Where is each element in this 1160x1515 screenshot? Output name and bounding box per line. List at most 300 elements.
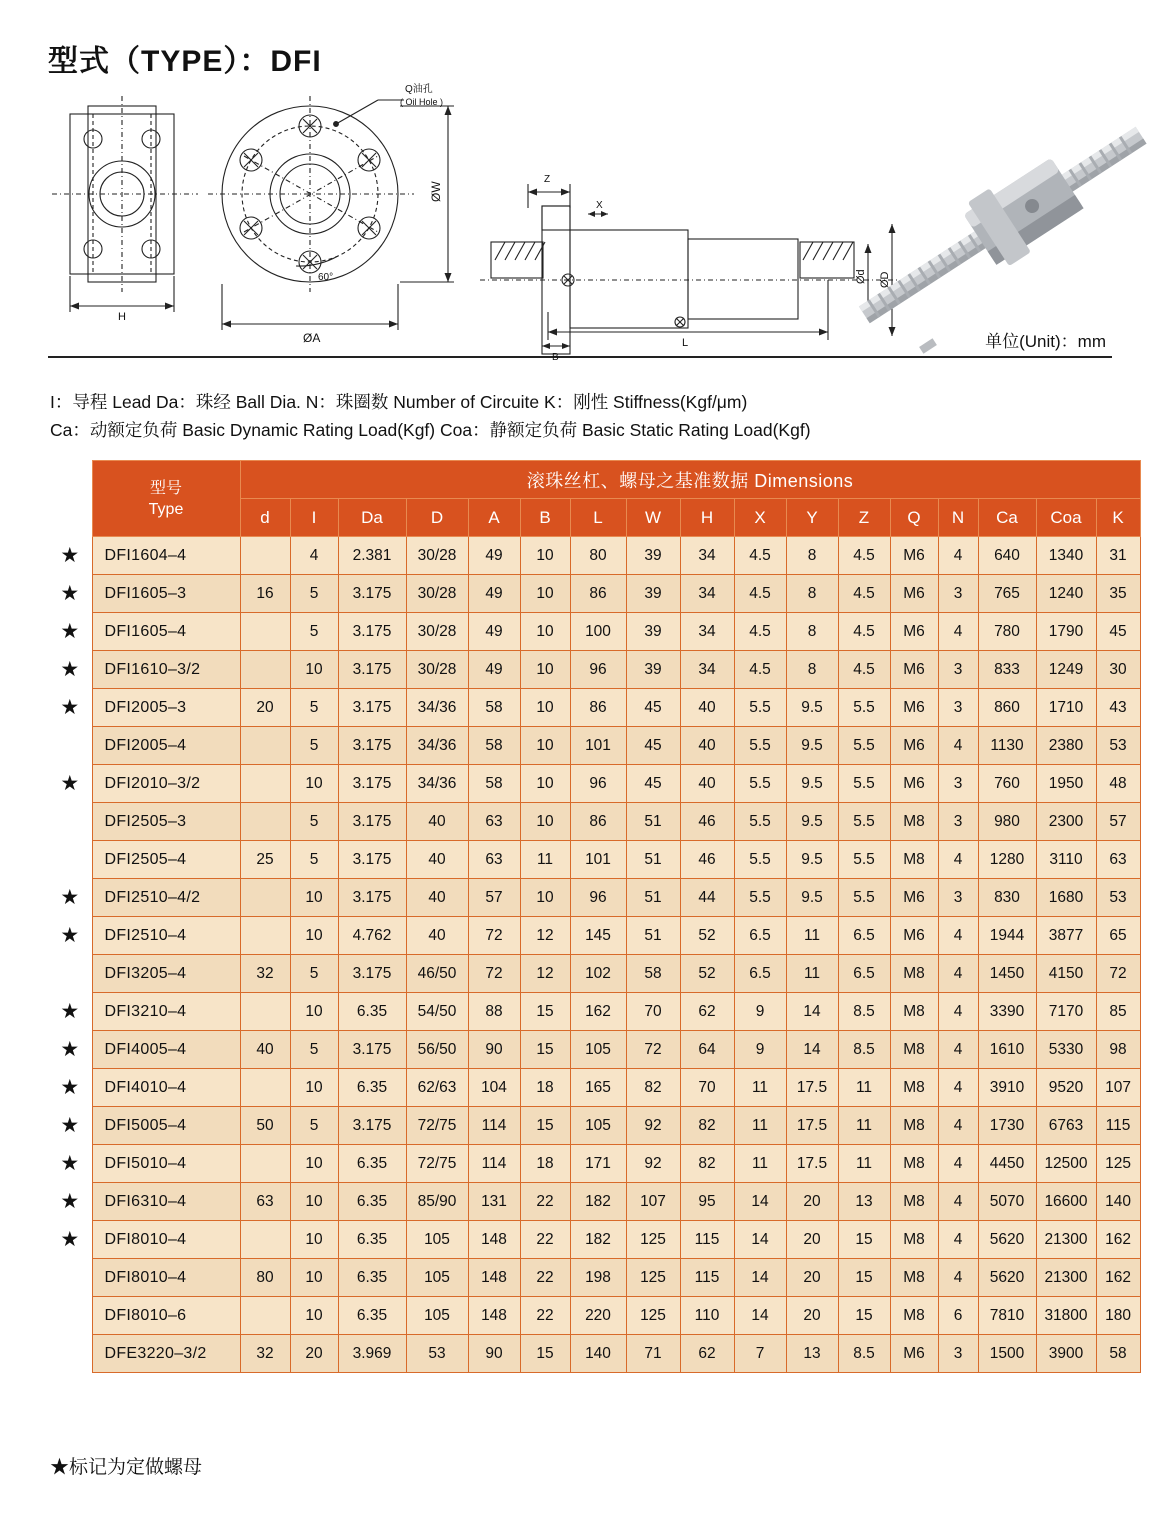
cell-D: 46/50 bbox=[406, 955, 468, 993]
cell-A: 90 bbox=[468, 1335, 520, 1373]
cell-N: 3 bbox=[938, 689, 978, 727]
footnote: ★标记为定做螺母 bbox=[50, 1457, 203, 1478]
cell-Da: 6.35 bbox=[338, 1069, 406, 1107]
cell-B: 10 bbox=[520, 613, 570, 651]
cell-Da: 3.175 bbox=[338, 765, 406, 803]
cell-Y: 13 bbox=[786, 1335, 838, 1373]
cell-Da: 6.35 bbox=[338, 1221, 406, 1259]
cell-type: DFI8010–6 bbox=[92, 1297, 240, 1335]
cell-D: 72/75 bbox=[406, 1107, 468, 1145]
cell-B: 10 bbox=[520, 575, 570, 613]
cell-A: 104 bbox=[468, 1069, 520, 1107]
cell-Ca: 1450 bbox=[978, 955, 1036, 993]
cell-Coa: 1240 bbox=[1036, 575, 1096, 613]
cell-Ca: 833 bbox=[978, 651, 1036, 689]
cell-Da: 6.35 bbox=[338, 993, 406, 1031]
cell-Coa: 12500 bbox=[1036, 1145, 1096, 1183]
cell-Q: M6 bbox=[890, 765, 938, 803]
cell-D: 30/28 bbox=[406, 613, 468, 651]
cell-X: 9 bbox=[734, 1031, 786, 1069]
table-row bbox=[48, 879, 1140, 917]
cell-H: 46 bbox=[680, 803, 734, 841]
cell-type: DFI8010–4 bbox=[92, 1259, 240, 1297]
cell-B: 22 bbox=[520, 1297, 570, 1335]
label-H: H bbox=[118, 311, 126, 323]
cell-W: 39 bbox=[626, 613, 680, 651]
cell-H: 40 bbox=[680, 689, 734, 727]
cell-Z: 5.5 bbox=[838, 765, 890, 803]
cell-X: 4.5 bbox=[734, 537, 786, 575]
cell-Y: 9.5 bbox=[786, 765, 838, 803]
custom-nut-star-icon: ★ bbox=[48, 1107, 92, 1145]
cell-H: 34 bbox=[680, 575, 734, 613]
cell-H: 62 bbox=[680, 1335, 734, 1373]
cell-H: 52 bbox=[680, 917, 734, 955]
cell-K: 30 bbox=[1096, 651, 1140, 689]
cell-X: 5.5 bbox=[734, 727, 786, 765]
cell-Y: 9.5 bbox=[786, 841, 838, 879]
cell-type: DFI2005–3 bbox=[92, 689, 240, 727]
cell-L: 86 bbox=[570, 803, 626, 841]
table-row bbox=[48, 575, 1140, 613]
cell-K: 162 bbox=[1096, 1221, 1140, 1259]
cell-B: 22 bbox=[520, 1221, 570, 1259]
cell-A: 49 bbox=[468, 575, 520, 613]
cell-W: 72 bbox=[626, 1031, 680, 1069]
table-row bbox=[48, 917, 1140, 955]
cell-Q: M8 bbox=[890, 841, 938, 879]
cell-X: 5.5 bbox=[734, 689, 786, 727]
custom-nut-star-icon: ★ bbox=[48, 1183, 92, 1221]
star-placeholder bbox=[48, 1297, 92, 1335]
cell-X: 14 bbox=[734, 1221, 786, 1259]
cell-Y: 9.5 bbox=[786, 727, 838, 765]
cell-Q: M6 bbox=[890, 1335, 938, 1373]
cell-N: 4 bbox=[938, 1221, 978, 1259]
cell-A: 114 bbox=[468, 1145, 520, 1183]
cell-Q: M8 bbox=[890, 1183, 938, 1221]
cell-N: 4 bbox=[938, 1069, 978, 1107]
cell-X: 4.5 bbox=[734, 613, 786, 651]
cell-A: 63 bbox=[468, 803, 520, 841]
cell-Coa: 31800 bbox=[1036, 1297, 1096, 1335]
cell-W: 82 bbox=[626, 1069, 680, 1107]
oil-hole-label-cn: Q油孔 bbox=[405, 84, 433, 95]
cell-X: 5.5 bbox=[734, 765, 786, 803]
cell-Coa: 3877 bbox=[1036, 917, 1096, 955]
cell-D: 62/63 bbox=[406, 1069, 468, 1107]
cell-W: 45 bbox=[626, 689, 680, 727]
label-A: ØA bbox=[303, 331, 321, 345]
cell-X: 11 bbox=[734, 1069, 786, 1107]
cell-Q: M8 bbox=[890, 1297, 938, 1335]
cell-A: 58 bbox=[468, 765, 520, 803]
table-row bbox=[48, 537, 1140, 575]
label-W: ØW bbox=[429, 181, 443, 202]
cell-W: 39 bbox=[626, 575, 680, 613]
cell-Z: 6.5 bbox=[838, 917, 890, 955]
custom-nut-star-icon: ★ bbox=[48, 575, 92, 613]
cell-Ca: 7810 bbox=[978, 1297, 1036, 1335]
col-I: I bbox=[290, 499, 338, 537]
cell-B: 15 bbox=[520, 1031, 570, 1069]
table-row bbox=[48, 727, 1140, 765]
cell-Da: 3.175 bbox=[338, 879, 406, 917]
cell-Z: 13 bbox=[838, 1183, 890, 1221]
technical-drawing-area bbox=[48, 84, 1112, 363]
cell-Coa: 6763 bbox=[1036, 1107, 1096, 1145]
cell-Ca: 1610 bbox=[978, 1031, 1036, 1069]
cell-type: DFE3220–3/2 bbox=[92, 1335, 240, 1373]
cell-Ca: 3910 bbox=[978, 1069, 1036, 1107]
cell-d bbox=[240, 993, 290, 1031]
col-W: W bbox=[626, 499, 680, 537]
cell-W: 107 bbox=[626, 1183, 680, 1221]
unit-label: 单位(Unit)：mm bbox=[985, 332, 1106, 351]
cell-A: 148 bbox=[468, 1221, 520, 1259]
cell-K: 98 bbox=[1096, 1031, 1140, 1069]
cell-D: 56/50 bbox=[406, 1031, 468, 1069]
cell-W: 39 bbox=[626, 651, 680, 689]
cell-N: 4 bbox=[938, 1145, 978, 1183]
cell-Y: 20 bbox=[786, 1259, 838, 1297]
table-row bbox=[48, 1145, 1140, 1183]
cell-W: 51 bbox=[626, 803, 680, 841]
cell-N: 4 bbox=[938, 727, 978, 765]
cell-A: 131 bbox=[468, 1183, 520, 1221]
cell-I: 10 bbox=[290, 1221, 338, 1259]
ballscrew-photo bbox=[844, 103, 1160, 346]
cell-X: 11 bbox=[734, 1145, 786, 1183]
cell-N: 3 bbox=[938, 575, 978, 613]
cell-Da: 6.35 bbox=[338, 1145, 406, 1183]
cell-D: 105 bbox=[406, 1221, 468, 1259]
col-N: N bbox=[938, 499, 978, 537]
cell-Da: 3.175 bbox=[338, 651, 406, 689]
col-Ca: Ca bbox=[978, 499, 1036, 537]
cell-Coa: 21300 bbox=[1036, 1259, 1096, 1297]
cell-H: 70 bbox=[680, 1069, 734, 1107]
cell-Q: M8 bbox=[890, 1221, 938, 1259]
cell-A: 148 bbox=[468, 1259, 520, 1297]
cell-N: 4 bbox=[938, 1259, 978, 1297]
cell-Ca: 1730 bbox=[978, 1107, 1036, 1145]
cell-K: 58 bbox=[1096, 1335, 1140, 1373]
cell-W: 125 bbox=[626, 1259, 680, 1297]
cell-A: 57 bbox=[468, 879, 520, 917]
cell-d bbox=[240, 1069, 290, 1107]
cell-Y: 14 bbox=[786, 1031, 838, 1069]
table-row bbox=[48, 765, 1140, 803]
cell-Z: 6.5 bbox=[838, 955, 890, 993]
cell-I: 5 bbox=[290, 689, 338, 727]
cell-K: 31 bbox=[1096, 537, 1140, 575]
custom-nut-star-icon: ★ bbox=[48, 765, 92, 803]
cell-I: 10 bbox=[290, 651, 338, 689]
table-body bbox=[48, 537, 1140, 1373]
cell-Ca: 760 bbox=[978, 765, 1036, 803]
cell-X: 14 bbox=[734, 1183, 786, 1221]
cell-A: 72 bbox=[468, 917, 520, 955]
cell-A: 49 bbox=[468, 537, 520, 575]
cell-A: 148 bbox=[468, 1297, 520, 1335]
col-B: B bbox=[520, 499, 570, 537]
cell-type: DFI2505–3 bbox=[92, 803, 240, 841]
cell-H: 95 bbox=[680, 1183, 734, 1221]
cell-I: 10 bbox=[290, 1183, 338, 1221]
cell-type: DFI4010–4 bbox=[92, 1069, 240, 1107]
cell-B: 12 bbox=[520, 955, 570, 993]
cell-Ca: 5070 bbox=[978, 1183, 1036, 1221]
cell-Z: 5.5 bbox=[838, 841, 890, 879]
cell-Da: 3.175 bbox=[338, 955, 406, 993]
label-Z: Z bbox=[544, 174, 551, 185]
table-row bbox=[48, 613, 1140, 651]
table-row bbox=[48, 1107, 1140, 1145]
cell-W: 51 bbox=[626, 841, 680, 879]
cell-D: 85/90 bbox=[406, 1183, 468, 1221]
cell-H: 34 bbox=[680, 613, 734, 651]
cell-K: 35 bbox=[1096, 575, 1140, 613]
cell-H: 34 bbox=[680, 537, 734, 575]
cell-Y: 11 bbox=[786, 955, 838, 993]
cell-Ca: 3390 bbox=[978, 993, 1036, 1031]
cell-W: 125 bbox=[626, 1221, 680, 1259]
cell-Y: 20 bbox=[786, 1221, 838, 1259]
cell-B: 15 bbox=[520, 1335, 570, 1373]
cell-L: 105 bbox=[570, 1107, 626, 1145]
cell-H: 82 bbox=[680, 1145, 734, 1183]
cell-Ca: 1130 bbox=[978, 727, 1036, 765]
cell-Coa: 16600 bbox=[1036, 1183, 1096, 1221]
cell-B: 10 bbox=[520, 765, 570, 803]
cell-type: DFI4005–4 bbox=[92, 1031, 240, 1069]
cell-D: 72/75 bbox=[406, 1145, 468, 1183]
label-D: ØD bbox=[879, 271, 891, 288]
cell-Y: 8 bbox=[786, 575, 838, 613]
cell-L: 96 bbox=[570, 879, 626, 917]
cell-W: 125 bbox=[626, 1297, 680, 1335]
cell-X: 4.5 bbox=[734, 575, 786, 613]
cell-H: 44 bbox=[680, 879, 734, 917]
cell-X: 14 bbox=[734, 1259, 786, 1297]
table-row bbox=[48, 993, 1140, 1031]
cell-Y: 14 bbox=[786, 993, 838, 1031]
cell-d bbox=[240, 1145, 290, 1183]
cell-Coa: 1950 bbox=[1036, 765, 1096, 803]
cell-I: 5 bbox=[290, 613, 338, 651]
cell-Ca: 980 bbox=[978, 803, 1036, 841]
cell-D: 34/36 bbox=[406, 727, 468, 765]
cell-K: 57 bbox=[1096, 803, 1140, 841]
cell-Ca: 830 bbox=[978, 879, 1036, 917]
cell-Coa: 1710 bbox=[1036, 689, 1096, 727]
cell-W: 39 bbox=[626, 537, 680, 575]
cell-Q: M8 bbox=[890, 1069, 938, 1107]
cell-type: DFI1605–3 bbox=[92, 575, 240, 613]
cell-d bbox=[240, 651, 290, 689]
custom-nut-star-icon: ★ bbox=[48, 689, 92, 727]
cell-Z: 11 bbox=[838, 1145, 890, 1183]
drawing-svg bbox=[48, 84, 1112, 363]
cell-D: 40 bbox=[406, 917, 468, 955]
cell-d: 50 bbox=[240, 1107, 290, 1145]
cell-H: 40 bbox=[680, 765, 734, 803]
col-Y: Y bbox=[786, 499, 838, 537]
cell-N: 3 bbox=[938, 765, 978, 803]
cell-I: 20 bbox=[290, 1335, 338, 1373]
cell-X: 7 bbox=[734, 1335, 786, 1373]
cell-Da: 3.175 bbox=[338, 613, 406, 651]
cell-Z: 8.5 bbox=[838, 1335, 890, 1373]
legend-line-1: I：导程 Lead Da：珠经 Ball Dia. N：珠圈数 Number of Circuite K：刚性 Stiffness(Kgf/μm) bbox=[50, 392, 748, 412]
cell-B: 10 bbox=[520, 689, 570, 727]
type-header-cn: 型号 bbox=[149, 479, 182, 497]
cell-Ca: 860 bbox=[978, 689, 1036, 727]
cell-D: 30/28 bbox=[406, 537, 468, 575]
cell-N: 4 bbox=[938, 1031, 978, 1069]
cell-Z: 5.5 bbox=[838, 727, 890, 765]
table-row bbox=[48, 803, 1140, 841]
cell-Q: M8 bbox=[890, 955, 938, 993]
cell-A: 63 bbox=[468, 841, 520, 879]
cell-d: 20 bbox=[240, 689, 290, 727]
cell-Coa: 5330 bbox=[1036, 1031, 1096, 1069]
col-Z: Z bbox=[838, 499, 890, 537]
cell-Coa: 1340 bbox=[1036, 537, 1096, 575]
col-D: D bbox=[406, 499, 468, 537]
cell-Q: M8 bbox=[890, 993, 938, 1031]
star-placeholder bbox=[48, 803, 92, 841]
cell-A: 90 bbox=[468, 1031, 520, 1069]
cell-Coa: 1790 bbox=[1036, 613, 1096, 651]
cell-D: 105 bbox=[406, 1297, 468, 1335]
cell-Coa: 3900 bbox=[1036, 1335, 1096, 1373]
col-Coa: Coa bbox=[1036, 499, 1096, 537]
cell-B: 18 bbox=[520, 1145, 570, 1183]
cell-H: 115 bbox=[680, 1259, 734, 1297]
cell-B: 10 bbox=[520, 879, 570, 917]
cell-W: 45 bbox=[626, 727, 680, 765]
type-column-header bbox=[92, 461, 240, 537]
cell-L: 101 bbox=[570, 841, 626, 879]
custom-nut-star-icon: ★ bbox=[48, 651, 92, 689]
cell-W: 45 bbox=[626, 765, 680, 803]
cell-Ca: 765 bbox=[978, 575, 1036, 613]
dimensions-table bbox=[48, 460, 1141, 1373]
cell-I: 4 bbox=[290, 537, 338, 575]
table-row bbox=[48, 1297, 1140, 1335]
cell-I: 10 bbox=[290, 879, 338, 917]
cell-B: 12 bbox=[520, 917, 570, 955]
cell-d: 32 bbox=[240, 1335, 290, 1373]
custom-nut-star-icon: ★ bbox=[48, 1221, 92, 1259]
table-row bbox=[48, 1069, 1140, 1107]
cell-W: 51 bbox=[626, 917, 680, 955]
cell-N: 3 bbox=[938, 803, 978, 841]
cell-Da: 3.969 bbox=[338, 1335, 406, 1373]
custom-nut-star-icon: ★ bbox=[48, 917, 92, 955]
cell-d bbox=[240, 1221, 290, 1259]
cell-W: 71 bbox=[626, 1335, 680, 1373]
cell-K: 72 bbox=[1096, 955, 1140, 993]
cell-Coa: 1680 bbox=[1036, 879, 1096, 917]
cell-Y: 8 bbox=[786, 651, 838, 689]
cell-Coa: 4150 bbox=[1036, 955, 1096, 993]
cell-d bbox=[240, 917, 290, 955]
col-H: H bbox=[680, 499, 734, 537]
star-placeholder bbox=[48, 955, 92, 993]
cell-N: 3 bbox=[938, 879, 978, 917]
cell-W: 51 bbox=[626, 879, 680, 917]
cell-Z: 15 bbox=[838, 1221, 890, 1259]
table-row bbox=[48, 689, 1140, 727]
cell-Y: 17.5 bbox=[786, 1107, 838, 1145]
cell-Ca: 5620 bbox=[978, 1221, 1036, 1259]
cell-B: 11 bbox=[520, 841, 570, 879]
cell-H: 115 bbox=[680, 1221, 734, 1259]
cell-L: 105 bbox=[570, 1031, 626, 1069]
cell-d bbox=[240, 879, 290, 917]
cell-K: 140 bbox=[1096, 1183, 1140, 1221]
cell-L: 182 bbox=[570, 1183, 626, 1221]
cell-d bbox=[240, 765, 290, 803]
table-row bbox=[48, 1259, 1140, 1297]
cell-Y: 8 bbox=[786, 613, 838, 651]
custom-nut-star-icon: ★ bbox=[48, 993, 92, 1031]
cell-type: DFI2005–4 bbox=[92, 727, 240, 765]
cell-K: 43 bbox=[1096, 689, 1140, 727]
cell-Z: 5.5 bbox=[838, 803, 890, 841]
cell-Q: M8 bbox=[890, 1107, 938, 1145]
custom-nut-star-icon: ★ bbox=[48, 1031, 92, 1069]
cell-D: 105 bbox=[406, 1259, 468, 1297]
col-Q: Q bbox=[890, 499, 938, 537]
cell-L: 86 bbox=[570, 689, 626, 727]
label-X: X bbox=[596, 200, 603, 211]
cell-D: 30/28 bbox=[406, 651, 468, 689]
cell-d: 32 bbox=[240, 955, 290, 993]
cell-Ca: 1280 bbox=[978, 841, 1036, 879]
cell-K: 85 bbox=[1096, 993, 1140, 1031]
col-L: L bbox=[570, 499, 626, 537]
cell-Coa: 9520 bbox=[1036, 1069, 1096, 1107]
label-B: B bbox=[552, 352, 559, 363]
star-placeholder bbox=[48, 727, 92, 765]
legend-line-2: Ca：动额定负荷 Basic Dynamic Rating Load(Kgf) Coa：静额定负荷 Basic Static Rating Load(Kgf) bbox=[50, 420, 811, 440]
cell-D: 34/36 bbox=[406, 689, 468, 727]
cell-Coa: 3110 bbox=[1036, 841, 1096, 879]
cell-I: 5 bbox=[290, 841, 338, 879]
label-L: L bbox=[682, 337, 689, 349]
cell-L: 220 bbox=[570, 1297, 626, 1335]
cell-Y: 9.5 bbox=[786, 803, 838, 841]
cell-K: 65 bbox=[1096, 917, 1140, 955]
cell-d bbox=[240, 803, 290, 841]
cell-N: 4 bbox=[938, 955, 978, 993]
cell-A: 114 bbox=[468, 1107, 520, 1145]
cell-N: 4 bbox=[938, 537, 978, 575]
cell-Z: 5.5 bbox=[838, 689, 890, 727]
table-row bbox=[48, 1183, 1140, 1221]
table-row bbox=[48, 955, 1140, 993]
cell-Y: 17.5 bbox=[786, 1145, 838, 1183]
cell-I: 5 bbox=[290, 955, 338, 993]
cell-X: 4.5 bbox=[734, 651, 786, 689]
cell-Da: 4.762 bbox=[338, 917, 406, 955]
cell-type: DFI1604–4 bbox=[92, 537, 240, 575]
custom-nut-star-icon: ★ bbox=[48, 1145, 92, 1183]
